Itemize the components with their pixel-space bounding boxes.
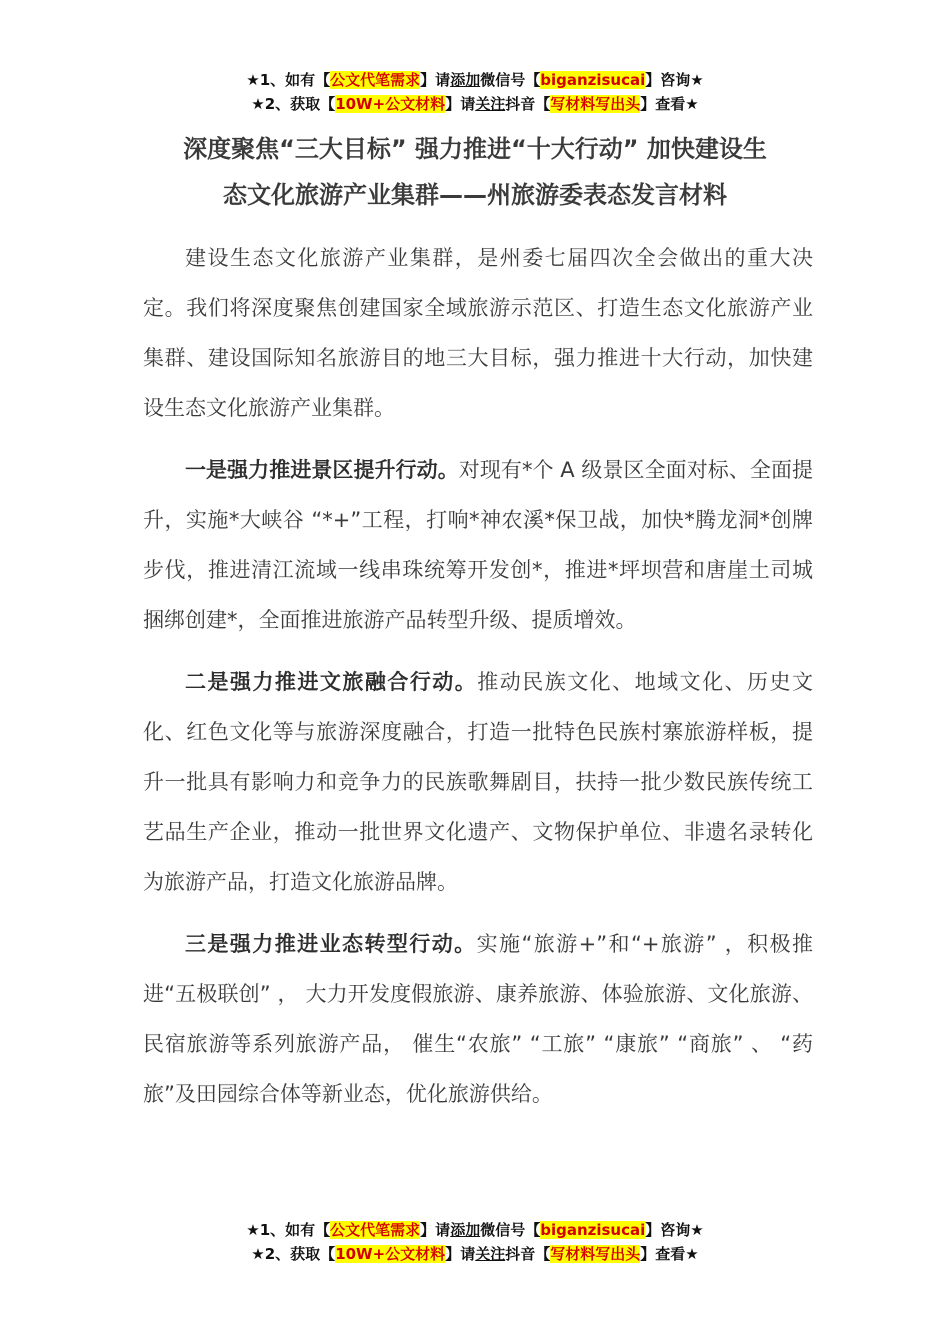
promo-text: ★2、获取【 <box>251 1245 336 1263</box>
promo-wechat-id: biganzisucai <box>540 1221 646 1239</box>
promo-highlight: 公文代笔需求 <box>330 71 421 89</box>
paragraph-heading: 二是强力推进文旅融合行动。 <box>185 670 478 694</box>
paragraph-text: 建设生态文化旅游产业集群，是州委七届四次全会做出的重大决定。我们将深度聚焦创建国家全域旅游示范区、打造生态文化旅游产业集群、建设国际知名旅游目的地三大目标，强力推进十大行动，加快建设生态文化旅游产业集群。 <box>143 246 813 420</box>
promo-text: 】查看★ <box>640 95 699 113</box>
promo-text: 微信号【 <box>480 1221 541 1239</box>
promo-footer <box>0 1218 950 1266</box>
promo-text: 抖音【 <box>505 95 551 113</box>
promo-text: ★1、如有【 <box>246 1221 331 1239</box>
promo-text: 微信号【 <box>480 71 541 89</box>
paragraph-heading: 一是强力推进景区提升行动。 <box>185 458 459 482</box>
promo-underline: 添加 <box>450 71 481 89</box>
promo-highlight: 10W+公文材料 <box>335 95 446 113</box>
promo-line-1 <box>0 1218 950 1242</box>
promo-douyin-id: 写材料写出头 <box>550 95 641 113</box>
promo-text: 】请 <box>420 1221 451 1239</box>
promo-text: 抖音【 <box>505 1245 551 1263</box>
promo-wechat-id: biganzisucai <box>540 71 646 89</box>
title-line-2: 态文化旅游产业集群——州旅游委表态发言材料 <box>223 181 727 209</box>
promo-text: 】请 <box>445 95 476 113</box>
promo-highlight: 10W+公文材料 <box>335 1245 446 1263</box>
promo-text: 】查看★ <box>640 1245 699 1263</box>
promo-underline: 关注 <box>475 1245 506 1263</box>
paragraph-text: 实施“旅游+”和“+旅游” ，积极推进“五极联创” ， 大力开发度假旅游、康养旅游、体验旅游、文化旅游、民宿旅游等系列旅游产品， 催生“农旅” “工旅” “康旅” “商旅” 、 “药旅”及田园综合体等新业态，优化旅游供给。 <box>143 932 813 1106</box>
promo-line-2 <box>0 92 950 116</box>
promo-underline: 关注 <box>475 95 506 113</box>
document-body <box>143 233 813 1119</box>
promo-text: 】请 <box>420 71 451 89</box>
paragraph-1 <box>143 445 813 645</box>
paragraph-text: 推动民族文化、地域文化、历史文化、红色文化等与旅游深度融合，打造一批特色民族村寨旅游样板，提升一批具有影响力和竞争力的民族歌舞剧目，扶持一批少数民族传统工艺品生产企业，推动一批世界文化遗产、文物保护单位、非遗名录转化为旅游产品，打造文化旅游品牌。 <box>143 670 814 894</box>
promo-highlight: 公文代笔需求 <box>330 1221 421 1239</box>
promo-text: 】咨询★ <box>645 1221 704 1239</box>
paragraph-2 <box>143 657 813 907</box>
paragraph-3 <box>143 919 813 1119</box>
paragraph-intro <box>143 233 813 433</box>
promo-underline: 添加 <box>450 1221 481 1239</box>
promo-text: ★1、如有【 <box>246 71 331 89</box>
promo-line-1 <box>0 68 950 92</box>
paragraph-heading: 三是强力推进业态转型行动。 <box>185 932 477 956</box>
document-title <box>120 126 830 218</box>
promo-douyin-id: 写材料写出头 <box>550 1245 641 1263</box>
promo-text: 】咨询★ <box>645 71 704 89</box>
promo-line-2 <box>0 1242 950 1266</box>
promo-header <box>0 68 950 116</box>
title-line-1: 深度聚焦“三大目标” 强力推进“十大行动” 加快建设生 <box>183 135 767 163</box>
promo-text: 】请 <box>445 1245 476 1263</box>
paragraph-text: 对现有*个 A 级景区全面对标、全面提升，实施*大峡谷 “*+”工程，打响*神农溪*保卫战，加快*腾龙洞*创牌步伐，推进清江流域一线串珠统筹开发创*，推进*坪坝营和唐崖土司城捆绑创建*，全面推进旅游产品转型升级、提质增效。 <box>143 458 814 632</box>
promo-text: ★2、获取【 <box>251 95 336 113</box>
